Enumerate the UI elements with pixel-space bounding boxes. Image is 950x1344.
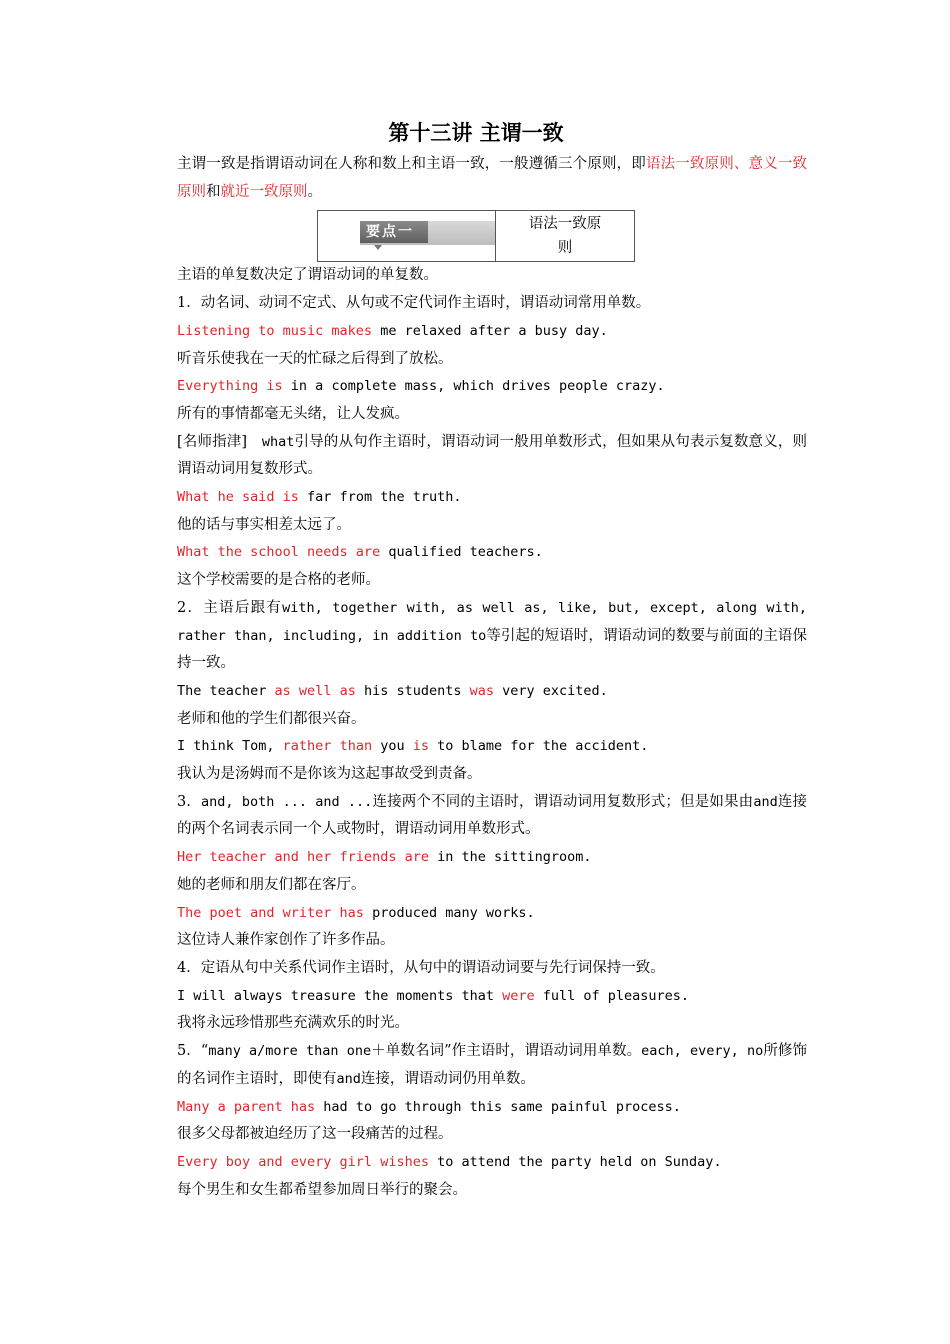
point-title-line2: 则 [557, 240, 573, 257]
example-9: I will always treasure the moments that were full of pleasures. [177, 987, 690, 1004]
example-3: What he said is far from the truth. [177, 489, 462, 506]
example-7-translation: 她的老师和朋友们都在客厅。 [177, 876, 366, 893]
example-11: Every boy and every girl wishes to attend the party held on Sunday. [177, 1153, 722, 1170]
example-6-translation: 我认为是汤姆而不是你该为这起事故受到责备。 [177, 766, 482, 783]
rule-3: 3．and, both ... and ...连接两个不同的主语时，谓语动词用复数形式；但是如果由and连接的两个名词表示同一个人或物时，谓语动词用单数形式。 [177, 793, 807, 838]
badge-arrow-icon [374, 245, 382, 250]
example-4: What the school needs are qualified teachers. [177, 544, 543, 561]
example-11-translation: 每个男生和女生都希望参加周日举行的聚会。 [177, 1181, 467, 1198]
example-9-translation: 我将永远珍惜那些充满欢乐的时光。 [177, 1015, 409, 1032]
example-1-translation: 听音乐使我在一天的忙碌之后得到了放松。 [177, 350, 453, 367]
page-title: 第十三讲 主谓一致 [388, 121, 564, 145]
point-title-cell [496, 211, 634, 261]
rule-4: 4．定语从句中关系代词作主语时，从句中的谓语动词要与先行词保持一致。 [177, 959, 665, 976]
document-page [145, 118, 807, 1204]
example-10: Many a parent has had to go through this same painful process. [177, 1098, 681, 1115]
example-10-translation: 很多父母都被迫经历了这一段痛苦的过程。 [177, 1126, 453, 1143]
example-2: Everything is in a complete mass, which drives people crazy. [177, 378, 665, 395]
rule-5: 5．“many a/more than one＋单数名词”作主语时，谓语动词用单数。each, every, no所修饰的名词作主语时，即使有and连接，谓语动词仍用单数。 [177, 1043, 808, 1087]
example-5: The teacher as well as his students was very excited. [177, 682, 608, 699]
example-1: Listening to music makes me relaxed after a busy day. [177, 322, 608, 339]
point-badge [360, 221, 495, 245]
highlight-proximity: 就近一致原则 [220, 183, 308, 200]
example-5-translation: 老师和他的学生们都很兴奋。 [177, 710, 366, 727]
example-2-translation: 所有的事情都毫无头绪，让人发疯。 [177, 405, 409, 422]
example-8-translation: 这位诗人兼作家创作了许多作品。 [177, 932, 395, 949]
highlight-principles: 语法一致原则、意义一致原则 [177, 156, 807, 200]
point-badge-cell [318, 211, 496, 261]
example-8: The poet and writer has produced many works. [177, 904, 535, 921]
point-heading-box [317, 210, 635, 262]
rule-1: 1．动名词、动词不定式、从句或不定代词作主语时，谓语动词常用单数。 [177, 295, 651, 312]
lead-text: 主语的单复数决定了谓语动词的单复数。 [177, 267, 438, 284]
example-6: I think Tom, rather than you is to blame for the accident. [177, 738, 649, 755]
example-3-translation: 他的话与事实相差太远了。 [177, 516, 351, 533]
example-4-translation: 这个学校需要的是合格的老师。 [177, 572, 380, 589]
example-7: Her teacher and her friends are in the sittingroom. [177, 849, 592, 866]
point-title-line1: 语法一致原 [528, 216, 602, 233]
point-badge-label: 要点一 [360, 221, 428, 243]
teacher-tip: [名师指津] what引导的从句作主语时，谓语动词一般用单数形式，但如果从句表示复数意义，则谓语动词用复数形式。 [177, 433, 807, 478]
intro-paragraph: 主谓一致是指谓语动词在人称和数上和主语一致，一般遵循三个原则，即语法一致原则、意义一致原则和就近一致原则。 [177, 156, 807, 200]
rule-2: 2．主语后跟有with, together with, as well as, like, but, except, along with, rather than, including, in addition to等引起的短语时，谓语动词的数要与前面的主语保持一致。 [177, 599, 807, 672]
